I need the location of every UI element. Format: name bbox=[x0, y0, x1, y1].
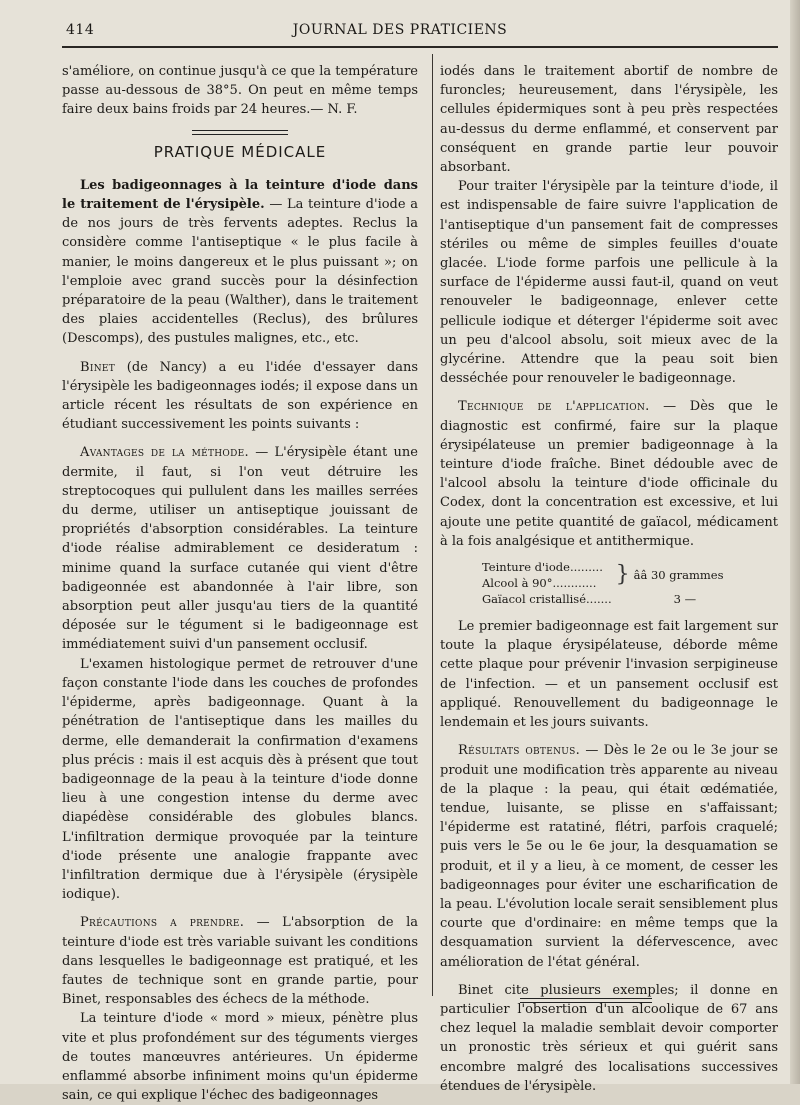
precautions-text: — L'absorption de la teinture d'iode est très variable suivant les conditions dans lesquelles le badigeonnage est pratiqué, et les fautes de technique sont en grande partie, pour Binet, responsables des échecs de la méthode. bbox=[62, 915, 418, 1008]
mord-paragraph: La teinture d'iode « mord » mieux, pénètre plus vite et plus profondément sur des téguments vierges de toutes manœuvres antérieures. Un épiderme enflammé absorbe infiniment moins qu'un épiderme sain, ce qui explique l'échec des badigeonnages bbox=[62, 1011, 418, 1104]
resultats-paragraph bbox=[440, 741, 778, 971]
formula-quantity: 3 — bbox=[673, 592, 697, 607]
lead-paragraph bbox=[62, 176, 418, 349]
premier-paragraph: Le premier badigeonnage est fait largement sur toute la plaque érysipélateuse, déborde même cette plaque pour prévenir l'invasion serpigineuse de l'infection. — et un pansement occlusif est appliqué. Renouvellement du badigeonnage le lendemain et les jours suivants. bbox=[440, 619, 778, 731]
page-number: 414 bbox=[66, 22, 95, 38]
section-divider bbox=[192, 130, 288, 135]
formula-ingredient: Alcool à 90°............ bbox=[482, 576, 597, 591]
section-title: PRATIQUE MÉDICALE bbox=[153, 142, 327, 161]
precautions-heading: Précautions a prendre. bbox=[80, 915, 245, 931]
avantages-paragraph bbox=[62, 443, 418, 654]
intro-paragraph: s'améliore, on continue jusqu'à ce que la température passe au-dessous de 38°5. On peut en même temps faire deux bains froids par 24 heures.— N. F. bbox=[62, 64, 418, 118]
pour-traiter-paragraph: Pour traiter l'érysipèle par la teinture d'iode, il est indispensable de faire suivre l'application de l'antiseptique d'un pansement fait de compresses stériles ou même de simples feuilles d'ouate glacée. L'iode forme parfois une pellicule à la surface de l'épiderme aussi faut-il, quand on veut renouveler le badigeonnage, enlever cette pellicule iodique et déterger l'épiderme soit avec un peu d'alcool absolu, soit mieux avec de la glycérine. Attendre que la peau soit bien desséchée pour renouveler le badigeonnage. bbox=[440, 179, 778, 387]
formula-ingredient: Gaïacol cristallisé....... bbox=[482, 592, 612, 607]
technique-heading: Technique de l'application. bbox=[458, 399, 650, 415]
formula-quantity: ââ 30 grammes bbox=[633, 568, 724, 583]
resultats-text: — Dès le 2e ou le 3e jour se produit une modification très apparente au niveau de la plaque : la peau, qui était œdématiée, tendue, luisante, se plisse en s'affaissant; l'épiderme est ratatiné, flétri, parfois craquelé; puis vers le 5e ou le 6e jour, la desquamation se produit, et il y a lieu, à ce moment, de cesser les badigeonnages pour éviter une escharification de la peau. L'évolution locale serait sensiblement plus courte que d'ordinaire: en même temps que la desquamation survient la défervescence, avec amélioration de l'état général. bbox=[440, 743, 778, 970]
lead-text: — La teinture d'iode a de nos jours de très fervents adeptes. Reclus la considère comme l'antiseptique « le plus facile à manier, le moins dangereux et le plus puissant »; on l'emploie avec grand succès pour la désinfection préparatoire de la peau (Walther), dans le traitement des plaies accidentelles (Reclus), des brûlures (Descomps), des pustules malignes, etc., etc. bbox=[62, 197, 418, 347]
right-column bbox=[440, 62, 778, 1096]
column-separator bbox=[432, 54, 433, 996]
brace: } bbox=[615, 562, 630, 588]
end-divider bbox=[520, 998, 652, 1003]
article-title: Les badigeonnages à la teinture d'iode dans le traitement de l'érysipèle. bbox=[62, 177, 418, 213]
binet-name: Binet bbox=[80, 359, 116, 375]
header-rule bbox=[62, 46, 778, 48]
page-edge-shadow bbox=[790, 0, 800, 1084]
journal-title: JOURNAL DES PRATICIENS bbox=[292, 22, 508, 38]
avantages-heading: Avantages de la méthode. bbox=[80, 445, 249, 461]
binet-paragraph bbox=[62, 358, 418, 435]
continuation-paragraph: iodés dans le traitement abortif de nombre de furoncles; heureusement, dans l'érysipèle, les cellules épidermiques sont à peu près respectées au-dessus du derme enflammé, et conservent par conséquent en grande partie leur pouvoir absorbant. bbox=[440, 64, 778, 176]
examen-paragraph: L'examen histologique permet de retrouver d'une façon constante l'iode dans les couches de profondes l'épiderme, après badigeonnage. Quant à la pénétration de l'antiseptique dans les mailles du derme, elle demanderait la confirmation d'examens plus précis : mais il est acquis dès à présent que tout badigeonnage de la peau à la teinture d'iode donne lieu à une congestion intense du derme avec diapédèse considérable des globules blancs. L'infiltration dermique provoquée par la teinture d'iode présente une analogie frappante avec l'infiltration dermique due à l'érysipèle (érysipèle iodique). bbox=[62, 656, 418, 903]
avantages-text: — L'érysipèle étant une dermite, il faut, si l'on veut détruire les streptocoques qui pullulent dans les mailles serrées du derme, utiliser un antiseptique jouissant de propriétés d'absorption considérables. La teinture d'iode réalise admirablement ce desideratum : minime quand la surface cutanée qui vient d'être badigeonnée est abandonnée à l'air libre, son absorption peut aller jusqu'au tiers de la quantité déposée sur le tégument si le badigeonnage est immédiatement suivi d'un pansement occlusif. bbox=[62, 445, 418, 653]
binet-text: (de Nancy) a eu l'idée d'essayer dans l'érysipèle les badigeonnages iodés; il expose dans un article récent les résultats de son expérience en étudiant successivement les points suivants : bbox=[62, 359, 418, 433]
running-header bbox=[0, 22, 800, 42]
left-column bbox=[62, 62, 418, 1105]
formula-block bbox=[482, 559, 778, 607]
binet-cite-paragraph: Binet cite plusieurs exemples; il donne en particulier l'obsertion d'un alcoolique de 67 ans chez lequel la maladie semblait devoir comporter un pronostic très sérieux et qui guérit sans encombre malgré des localisations successives étendues de l'érysipèle. bbox=[440, 982, 778, 1094]
technique-text: — Dès que le diagnostic est confirmé, faire sur la plaque érysipélateuse un premier badigeonnage à la teinture d'iode fraîche. Binet dédouble avec de l'alcool absolu la teinture d'iode officinale du Codex, dont la concentration est excessive, et lui ajoute une petite quantité de gaïacol, médicament à la fois analgésique et antithermique. bbox=[440, 399, 778, 549]
formula-ingredient: Teinture d'iode......... bbox=[482, 560, 603, 575]
precautions-paragraph bbox=[62, 913, 418, 1009]
technique-paragraph bbox=[440, 397, 778, 551]
resultats-heading: Résultats obtenus. bbox=[458, 743, 581, 759]
